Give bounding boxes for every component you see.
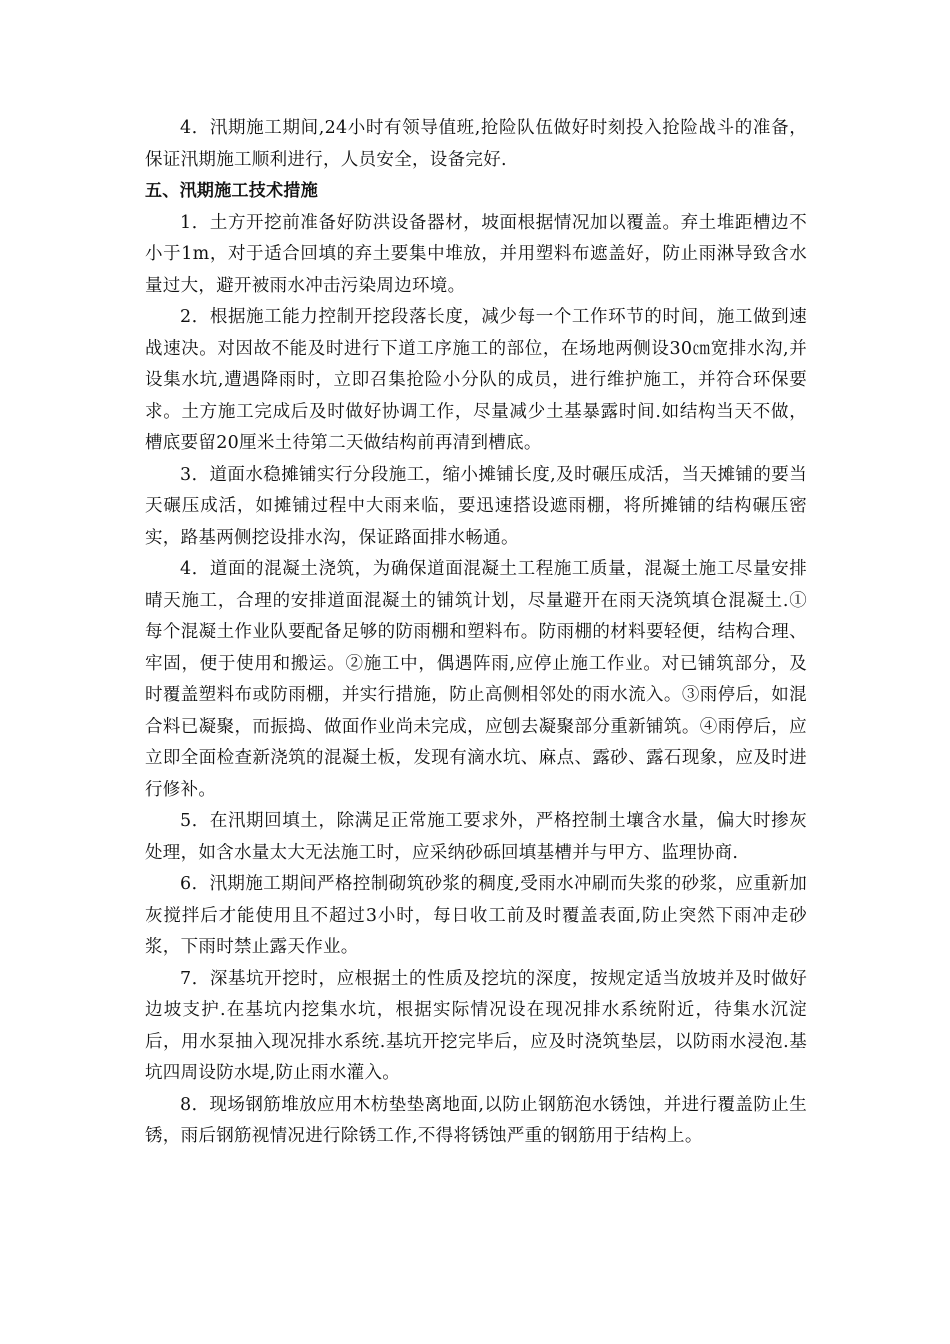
paragraph-concrete: 4．道面的混凝土浇筑，为确保道面混凝土工程施工质量，混凝土施工尽量安排晴天施工，合理的安排道面混凝土的铺筑计划，尽量避开在雨天浇筑填仓混凝土.①每个混凝土作业队要配备足够的防雨棚和塑料布。防雨棚的材料要轻便，结构合理、牢固，便于使用和搬运。②施工中，偶遇阵雨,应停止施工作业。对已铺筑部分，及时覆盖塑料布或防雨棚，并实行措施，防止高侧相邻处的雨水流入。③雨停后，如混合料已凝聚，而振捣、做面作业尚未完成，应刨去凝聚部分重新铺筑。④雨停后，应立即全面检查新浇筑的混凝土板，发现有滴水坑、麻点、露砂、露石现象，应及时进行修补。: [145, 559, 807, 800]
paragraph-foundation-pit: 7．深基坑开挖时，应根据土的性质及挖坑的深度，按规定适当放坡并及时做好边坡支护.在基坑内挖集水坑，根据实际情况设在现况排水系统附近，待集水沉淀后，用水泵抽入现况排水系统.基坑开挖完毕后，应及时浇筑垫层，以防雨水浸泡.基坑四周设防水堤,防止雨水灌入。: [145, 968, 807, 1083]
paragraph-earthwork: 1．土方开挖前准备好防洪设备器材，坡面根据情况加以覆盖。弃土堆距槽边不小于1m，对于适合回填的弃土要集中堆放，并用塑料布遮盖好，防止雨淋导致含水量过大，避开被雨水冲击污染周边环境。: [145, 212, 807, 296]
paragraph-rebar: 8．现场钢筋堆放应用木枋垫垫离地面,以防止钢筋泡水锈蚀，并进行覆盖防止生锈，雨后钢筋视情况进行除锈工作,不得将锈蚀严重的钢筋用于结构上。: [145, 1094, 807, 1146]
document-page: [145, 113, 807, 1153]
paragraph-excavation-length: 2．根据施工能力控制开挖段落长度，减少每一个工作环节的时间，施工做到速战速决。对因故不能及时进行下道工序施工的部位，在场地两侧设30㎝宽排水沟,并设集水坑,遭遇降雨时，立即召集抢险小分队的成员，进行维护施工，并符合环保要求。土方施工完成后及时做好协调工作，尽量减少土基暴露时间.如结构当天不做，槽底要留20厘米土待第二天做结构前再清到槽底。: [145, 307, 807, 453]
paragraph-paving: 3．道面水稳摊铺实行分段施工，缩小摊铺长度,及时碾压成活，当天摊铺的要当天碾压成活，如摊铺过程中大雨来临，要迅速搭设遮雨棚，将所摊铺的结构碾压密实，路基两侧挖设排水沟，保证路面排水畅通。: [145, 464, 807, 548]
paragraph-mortar: 6．汛期施工期间严格控制砌筑砂浆的稠度,受雨水冲刷而失浆的砂浆，应重新加灰搅拌后才能使用且不超过3小时，每日收工前及时覆盖表面,防止突然下雨冲走砂浆，下雨时禁止露天作业。: [145, 874, 807, 957]
paragraph-flood-duty: 4．汛期施工期间,24小时有领导值班,抢险队伍做好时刻投入抢险战斗的准备，保证汛期施工顺利进行，人员安全，设备完好.: [145, 118, 807, 170]
paragraph-backfill: 5．在汛期回填土，除满足正常施工要求外，严格控制土壤含水量，偏大时掺灰处理，如含水量太大无法施工时，应采纳砂砾回填基槽并与甲方、监理协商.: [145, 811, 807, 863]
section-heading: 五、汛期施工技术措施: [145, 181, 318, 201]
